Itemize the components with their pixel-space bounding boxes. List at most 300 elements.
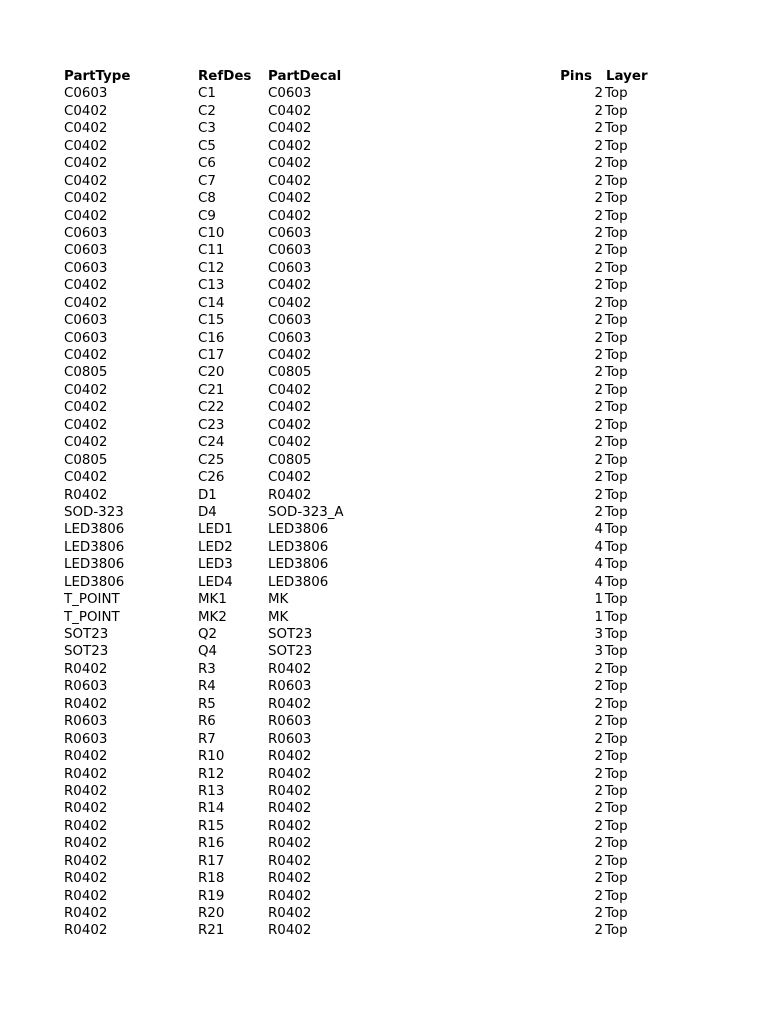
cell-layer: Top xyxy=(605,295,628,311)
cell-partdecal: C0603 xyxy=(268,313,312,329)
table-row xyxy=(0,295,768,312)
cell-parttype: R0402 xyxy=(64,836,108,852)
table-row xyxy=(0,260,768,277)
cell-parttype: C0402 xyxy=(64,138,108,154)
cell-partdecal: R0402 xyxy=(268,853,312,869)
cell-pins: 1 xyxy=(594,592,603,608)
cell-partdecal: R0402 xyxy=(268,801,312,817)
cell-pins: 2 xyxy=(594,731,603,747)
cell-refdes: R7 xyxy=(198,731,216,747)
cell-partdecal: R0402 xyxy=(268,871,312,887)
table-row xyxy=(0,312,768,329)
cell-refdes: C8 xyxy=(198,191,216,207)
cell-partdecal: C0402 xyxy=(268,470,312,486)
cell-parttype: R0402 xyxy=(64,783,108,799)
cell-parttype: LED3806 xyxy=(64,539,125,555)
cell-partdecal: C0402 xyxy=(268,400,312,416)
cell-partdecal: C0603 xyxy=(268,260,312,276)
cell-pins: 2 xyxy=(594,504,603,520)
cell-parttype: SOD-323 xyxy=(64,504,124,520)
cell-refdes: LED2 xyxy=(198,539,233,555)
cell-pins: 2 xyxy=(594,208,603,224)
cell-layer: Top xyxy=(605,208,628,224)
table-row xyxy=(0,382,768,399)
cell-partdecal: R0402 xyxy=(268,818,312,834)
cell-parttype: R0402 xyxy=(64,818,108,834)
table-row xyxy=(0,835,768,852)
table-row xyxy=(0,225,768,242)
header-row xyxy=(0,68,768,85)
table-row xyxy=(0,399,768,416)
cell-parttype: C0603 xyxy=(64,86,108,102)
cell-partdecal: C0603 xyxy=(268,330,312,346)
cell-refdes: R4 xyxy=(198,679,216,695)
cell-partdecal: R0603 xyxy=(268,731,312,747)
cell-pins: 2 xyxy=(594,818,603,834)
cell-pins: 2 xyxy=(594,906,603,921)
table-row xyxy=(0,888,768,905)
cell-parttype: C0402 xyxy=(64,173,108,189)
cell-parttype: C0402 xyxy=(64,208,108,224)
cell-refdes: C26 xyxy=(198,470,225,486)
cell-parttype: C0402 xyxy=(64,156,108,172)
cell-refdes: R12 xyxy=(198,766,225,782)
cell-layer: Top xyxy=(605,365,628,381)
cell-refdes: R17 xyxy=(198,853,225,869)
table-row xyxy=(0,521,768,538)
parts-list-sheet xyxy=(0,68,768,940)
cell-pins: 2 xyxy=(594,382,603,398)
header-parttype: PartType xyxy=(64,69,131,84)
cell-layer: Top xyxy=(605,644,628,660)
table-row xyxy=(0,922,768,939)
table-row xyxy=(0,591,768,608)
cell-pins: 2 xyxy=(594,225,603,241)
cell-parttype: R0402 xyxy=(64,766,108,782)
cell-refdes: C25 xyxy=(198,452,225,468)
cell-partdecal: C0402 xyxy=(268,156,312,172)
cell-parttype: R0402 xyxy=(64,749,108,765)
cell-layer: Top xyxy=(605,609,628,625)
table-row xyxy=(0,609,768,626)
cell-refdes: C13 xyxy=(198,278,225,294)
cell-partdecal: C0402 xyxy=(268,435,312,451)
cell-partdecal: LED3806 xyxy=(268,539,329,555)
cell-parttype: C0603 xyxy=(64,313,108,329)
cell-layer: Top xyxy=(605,906,628,921)
cell-layer: Top xyxy=(605,731,628,747)
cell-pins: 2 xyxy=(594,435,603,451)
table-row xyxy=(0,661,768,678)
cell-layer: Top xyxy=(605,574,628,590)
cell-parttype: R0402 xyxy=(64,871,108,887)
cell-refdes: C11 xyxy=(198,243,225,259)
cell-refdes: MK1 xyxy=(198,592,227,608)
cell-layer: Top xyxy=(605,330,628,346)
cell-layer: Top xyxy=(605,417,628,433)
cell-pins: 2 xyxy=(594,853,603,869)
table-row xyxy=(0,539,768,556)
cell-pins: 2 xyxy=(594,417,603,433)
cell-layer: Top xyxy=(605,801,628,817)
cell-partdecal: C0402 xyxy=(268,191,312,207)
cell-layer: Top xyxy=(605,435,628,451)
cell-layer: Top xyxy=(605,539,628,555)
cell-layer: Top xyxy=(605,260,628,276)
table-row xyxy=(0,713,768,730)
cell-refdes: C1 xyxy=(198,86,216,102)
cell-pins: 2 xyxy=(594,888,603,904)
cell-pins: 2 xyxy=(594,243,603,259)
table-row xyxy=(0,626,768,643)
cell-pins: 2 xyxy=(594,121,603,137)
cell-refdes: R5 xyxy=(198,696,216,712)
cell-parttype: C0402 xyxy=(64,295,108,311)
cell-partdecal: LED3806 xyxy=(268,574,329,590)
table-row xyxy=(0,277,768,294)
cell-parttype: R0402 xyxy=(64,801,108,817)
table-row xyxy=(0,731,768,748)
cell-pins: 2 xyxy=(594,348,603,363)
cell-refdes: C22 xyxy=(198,400,225,416)
cell-layer: Top xyxy=(605,749,628,765)
table-row xyxy=(0,574,768,591)
cell-partdecal: MK xyxy=(268,592,289,608)
cell-parttype: R0402 xyxy=(64,487,108,503)
cell-parttype: C0402 xyxy=(64,348,108,363)
table-row xyxy=(0,556,768,573)
table-row xyxy=(0,85,768,102)
cell-layer: Top xyxy=(605,783,628,799)
cell-pins: 2 xyxy=(594,749,603,765)
cell-pins: 2 xyxy=(594,661,603,677)
cell-layer: Top xyxy=(605,504,628,520)
cell-partdecal: R0402 xyxy=(268,749,312,765)
cell-layer: Top xyxy=(605,278,628,294)
cell-partdecal: SOD-323_A xyxy=(268,504,344,520)
cell-partdecal: C0402 xyxy=(268,173,312,189)
cell-refdes: D1 xyxy=(198,487,217,503)
table-row xyxy=(0,783,768,800)
cell-refdes: R21 xyxy=(198,923,225,939)
cell-pins: 2 xyxy=(594,766,603,782)
table-row xyxy=(0,417,768,434)
cell-parttype: C0402 xyxy=(64,191,108,207)
table-row xyxy=(0,678,768,695)
cell-refdes: C15 xyxy=(198,313,225,329)
cell-layer: Top xyxy=(605,888,628,904)
cell-partdecal: C0402 xyxy=(268,295,312,311)
cell-layer: Top xyxy=(605,661,628,677)
cell-pins: 2 xyxy=(594,260,603,276)
cell-parttype: R0402 xyxy=(64,923,108,939)
cell-pins: 2 xyxy=(594,103,603,119)
cell-layer: Top xyxy=(605,173,628,189)
cell-parttype: LED3806 xyxy=(64,522,125,538)
cell-refdes: C5 xyxy=(198,138,216,154)
table-row xyxy=(0,766,768,783)
cell-layer: Top xyxy=(605,714,628,730)
cell-layer: Top xyxy=(605,191,628,207)
cell-parttype: C0603 xyxy=(64,225,108,241)
cell-partdecal: C0805 xyxy=(268,452,312,468)
table-row xyxy=(0,190,768,207)
cell-partdecal: LED3806 xyxy=(268,557,329,573)
cell-partdecal: C0402 xyxy=(268,382,312,398)
cell-partdecal: SOT23 xyxy=(268,644,313,660)
cell-parttype: LED3806 xyxy=(64,557,125,573)
cell-refdes: MK2 xyxy=(198,609,227,625)
cell-refdes: R15 xyxy=(198,818,225,834)
cell-refdes: D4 xyxy=(198,504,217,520)
cell-parttype: C0402 xyxy=(64,470,108,486)
cell-layer: Top xyxy=(605,243,628,259)
table-row xyxy=(0,469,768,486)
table-row xyxy=(0,487,768,504)
cell-parttype: C0402 xyxy=(64,278,108,294)
cell-parttype: C0805 xyxy=(64,452,108,468)
cell-pins: 2 xyxy=(594,400,603,416)
cell-partdecal: R0402 xyxy=(268,836,312,852)
cell-parttype: R0402 xyxy=(64,888,108,904)
cell-partdecal: R0402 xyxy=(268,923,312,939)
cell-partdecal: R0603 xyxy=(268,714,312,730)
cell-layer: Top xyxy=(605,853,628,869)
cell-parttype: C0402 xyxy=(64,103,108,119)
cell-parttype: R0603 xyxy=(64,714,108,730)
cell-pins: 2 xyxy=(594,330,603,346)
cell-refdes: C10 xyxy=(198,225,225,241)
cell-refdes: R14 xyxy=(198,801,225,817)
cell-layer: Top xyxy=(605,871,628,887)
cell-refdes: R3 xyxy=(198,661,216,677)
cell-refdes: LED3 xyxy=(198,557,233,573)
cell-refdes: C17 xyxy=(198,348,225,363)
cell-pins: 2 xyxy=(594,156,603,172)
cell-parttype: LED3806 xyxy=(64,574,125,590)
cell-partdecal: C0603 xyxy=(268,243,312,259)
header-partdecal: PartDecal xyxy=(268,69,342,84)
cell-pins: 2 xyxy=(594,86,603,102)
cell-refdes: R6 xyxy=(198,714,216,730)
cell-pins: 4 xyxy=(594,539,603,555)
cell-pins: 2 xyxy=(594,173,603,189)
cell-partdecal: R0402 xyxy=(268,487,312,503)
cell-parttype: C0402 xyxy=(64,400,108,416)
header-layer: Layer xyxy=(606,69,648,84)
cell-pins: 2 xyxy=(594,871,603,887)
cell-layer: Top xyxy=(605,592,628,608)
cell-layer: Top xyxy=(605,627,628,642)
cell-partdecal: R0402 xyxy=(268,696,312,712)
cell-pins: 2 xyxy=(594,452,603,468)
cell-pins: 2 xyxy=(594,923,603,939)
cell-layer: Top xyxy=(605,696,628,712)
cell-refdes: C20 xyxy=(198,365,225,381)
cell-parttype: C0805 xyxy=(64,365,108,381)
cell-partdecal: R0402 xyxy=(268,888,312,904)
table-row xyxy=(0,208,768,225)
table-row xyxy=(0,643,768,660)
cell-pins: 2 xyxy=(594,365,603,381)
cell-partdecal: C0603 xyxy=(268,225,312,241)
header-refdes: RefDes xyxy=(198,69,252,84)
cell-layer: Top xyxy=(605,923,628,939)
cell-refdes: C12 xyxy=(198,260,225,276)
cell-refdes: C14 xyxy=(198,295,225,311)
cell-pins: 3 xyxy=(594,627,603,642)
table-row xyxy=(0,870,768,887)
cell-refdes: C6 xyxy=(198,156,216,172)
cell-layer: Top xyxy=(605,348,628,363)
cell-partdecal: C0402 xyxy=(268,348,312,363)
cell-parttype: SOT23 xyxy=(64,644,109,660)
cell-pins: 2 xyxy=(594,714,603,730)
cell-refdes: R18 xyxy=(198,871,225,887)
cell-layer: Top xyxy=(605,156,628,172)
cell-pins: 2 xyxy=(594,295,603,311)
table-row xyxy=(0,748,768,765)
cell-pins: 4 xyxy=(594,522,603,538)
cell-pins: 4 xyxy=(594,574,603,590)
cell-partdecal: C0402 xyxy=(268,103,312,119)
cell-layer: Top xyxy=(605,121,628,137)
cell-parttype: R0402 xyxy=(64,661,108,677)
cell-parttype: C0603 xyxy=(64,260,108,276)
cell-parttype: C0402 xyxy=(64,121,108,137)
cell-layer: Top xyxy=(605,487,628,503)
cell-parttype: R0402 xyxy=(64,853,108,869)
cell-refdes: Q4 xyxy=(198,644,218,660)
cell-partdecal: R0402 xyxy=(268,783,312,799)
cell-layer: Top xyxy=(605,225,628,241)
cell-pins: 2 xyxy=(594,836,603,852)
cell-parttype: C0603 xyxy=(64,330,108,346)
cell-refdes: C21 xyxy=(198,382,225,398)
cell-partdecal: C0402 xyxy=(268,278,312,294)
cell-parttype: C0402 xyxy=(64,435,108,451)
table-row xyxy=(0,347,768,364)
cell-partdecal: R0402 xyxy=(268,906,312,921)
table-row xyxy=(0,155,768,172)
cell-refdes: C16 xyxy=(198,330,225,346)
table-row xyxy=(0,138,768,155)
cell-parttype: C0402 xyxy=(64,417,108,433)
cell-partdecal: R0402 xyxy=(268,766,312,782)
table-row xyxy=(0,905,768,922)
cell-partdecal: C0805 xyxy=(268,365,312,381)
cell-refdes: R19 xyxy=(198,888,225,904)
table-row xyxy=(0,818,768,835)
table-row xyxy=(0,330,768,347)
cell-pins: 4 xyxy=(594,557,603,573)
cell-layer: Top xyxy=(605,522,628,538)
cell-parttype: C0402 xyxy=(64,382,108,398)
cell-pins: 2 xyxy=(594,679,603,695)
cell-parttype: R0402 xyxy=(64,906,108,921)
cell-partdecal: C0402 xyxy=(268,208,312,224)
cell-pins: 2 xyxy=(594,487,603,503)
cell-pins: 2 xyxy=(594,696,603,712)
parts-table-body xyxy=(0,85,768,939)
cell-pins: 2 xyxy=(594,191,603,207)
cell-pins: 2 xyxy=(594,278,603,294)
cell-partdecal: C0402 xyxy=(268,417,312,433)
cell-partdecal: R0402 xyxy=(268,661,312,677)
cell-layer: Top xyxy=(605,138,628,154)
cell-refdes: LED1 xyxy=(198,522,233,538)
cell-parttype: T_POINT xyxy=(64,609,120,625)
cell-partdecal: SOT23 xyxy=(268,627,313,642)
cell-refdes: C3 xyxy=(198,121,216,137)
cell-partdecal: C0402 xyxy=(268,138,312,154)
cell-partdecal: MK xyxy=(268,609,289,625)
table-row xyxy=(0,452,768,469)
cell-layer: Top xyxy=(605,679,628,695)
cell-pins: 2 xyxy=(594,470,603,486)
cell-refdes: C2 xyxy=(198,103,216,119)
table-row xyxy=(0,242,768,259)
table-row xyxy=(0,434,768,451)
cell-layer: Top xyxy=(605,836,628,852)
cell-pins: 2 xyxy=(594,783,603,799)
cell-pins: 1 xyxy=(594,609,603,625)
cell-layer: Top xyxy=(605,557,628,573)
cell-partdecal: R0603 xyxy=(268,679,312,695)
table-row xyxy=(0,364,768,381)
cell-pins: 3 xyxy=(594,644,603,660)
cell-parttype: C0603 xyxy=(64,243,108,259)
cell-layer: Top xyxy=(605,313,628,329)
cell-parttype: R0603 xyxy=(64,731,108,747)
header-pins: Pins xyxy=(560,69,592,84)
table-row xyxy=(0,173,768,190)
cell-parttype: SOT23 xyxy=(64,627,109,642)
cell-refdes: R13 xyxy=(198,783,225,799)
cell-layer: Top xyxy=(605,818,628,834)
table-row xyxy=(0,800,768,817)
table-row xyxy=(0,696,768,713)
cell-pins: 2 xyxy=(594,138,603,154)
cell-partdecal: C0402 xyxy=(268,121,312,137)
cell-layer: Top xyxy=(605,86,628,102)
cell-refdes: R16 xyxy=(198,836,225,852)
cell-layer: Top xyxy=(605,452,628,468)
cell-refdes: Q2 xyxy=(198,627,218,642)
cell-pins: 2 xyxy=(594,313,603,329)
cell-layer: Top xyxy=(605,400,628,416)
cell-refdes: R10 xyxy=(198,749,225,765)
cell-layer: Top xyxy=(605,766,628,782)
cell-layer: Top xyxy=(605,382,628,398)
cell-partdecal: C0603 xyxy=(268,86,312,102)
table-row xyxy=(0,120,768,137)
cell-refdes: C9 xyxy=(198,208,216,224)
cell-refdes: C7 xyxy=(198,173,216,189)
cell-layer: Top xyxy=(605,470,628,486)
cell-layer: Top xyxy=(605,103,628,119)
cell-parttype: T_POINT xyxy=(64,592,120,608)
cell-refdes: R20 xyxy=(198,906,225,921)
cell-parttype: R0603 xyxy=(64,679,108,695)
cell-parttype: R0402 xyxy=(64,696,108,712)
cell-refdes: LED4 xyxy=(198,574,233,590)
table-row xyxy=(0,103,768,120)
cell-partdecal: LED3806 xyxy=(268,522,329,538)
cell-refdes: C24 xyxy=(198,435,225,451)
table-row xyxy=(0,504,768,521)
cell-pins: 2 xyxy=(594,801,603,817)
